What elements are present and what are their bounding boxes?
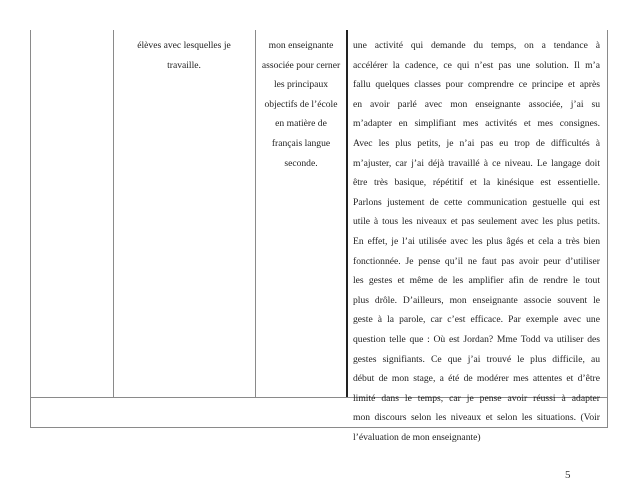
table-cell-column-1 (113, 36, 255, 75)
cell-line: français langue (271, 137, 331, 149)
paragraph-line: m’adapter en simplifiant mes activités et mes consignes. (353, 118, 600, 130)
paragraph-line: m’ajuster, car j’ai déjà travaillé à ce niveau. Le langage doit (353, 157, 600, 169)
cell-line: les principaux (273, 79, 329, 91)
paragraph-line: une activité qui demande du temps, on a tendance à (353, 40, 600, 51)
column-divider-1 (113, 30, 114, 398)
paragraph-line: En effet, je l’ai utilisée avec les plus âgés et cela a très bien (353, 235, 600, 247)
paragraph-line: gestes signifiants. Ce que j’ai trouvé le plus difficile, au (353, 353, 600, 365)
paragraph-line: fonctionnée. Je pense qu’il ne faut pas avoir peur d’utiliser (353, 255, 600, 267)
paragraph-line: les gestes et même de les amplifier afin de rendre le tout (353, 275, 600, 287)
paragraph-line: question telle que : Où est Jordan? Mme Todd va utiliser des (353, 333, 600, 345)
paragraph-line: fallu quelques classes pour comprendre ce principe et après (353, 79, 600, 91)
paragraph-line: en avoir parlé avec mon enseignante associée, j’ai su (353, 98, 600, 110)
paragraph-line: début de mon stage, a été de modérer mes attentes et d’être (353, 373, 600, 385)
paragraph-line: geste à la parole, car c’est efficace. Par exemple avec une (353, 314, 600, 326)
cell-line: mon enseignante (268, 40, 334, 51)
paragraph-line: mon discours selon les niveaux et selon les situations. (Voir (353, 412, 600, 424)
page-number: 5 (565, 469, 571, 481)
paragraph-line: Avec les plus petits, je n’ai pas eu trop de difficultés à (353, 137, 600, 149)
cell-line: seconde. (284, 157, 318, 169)
cell-line: objectifs de l’école (264, 98, 338, 110)
paragraph-line: utile à tous les niveaux et pas seulement avec les plus petits. (353, 216, 600, 228)
cell-line: travaille. (167, 59, 201, 71)
paragraph-line: être très basique, répétitif et la kinésique est essentielle. (353, 177, 600, 189)
table-cell-column-2 (255, 36, 347, 173)
cell-line: en matière de (275, 118, 327, 130)
cell-line: associée pour cerner (261, 59, 341, 71)
paragraph-line: limité dans le temps, car je pense avoir réussi à adapter (353, 392, 600, 404)
paragraph-line: l’évaluation de mon enseignante) (353, 431, 481, 443)
table-cell-column-3 (353, 36, 600, 447)
paragraph-line: Parlons justement de cette communication gestuelle qui est (353, 196, 600, 208)
paragraph-line: accélérer la cadence, ce qui n’est pas une solution. Il m’a (353, 59, 600, 71)
cell-line: élèves avec lesquelles je (137, 40, 231, 51)
paragraph-line: plus drôle. D’ailleurs, mon enseignante associe souvent le (353, 294, 600, 306)
